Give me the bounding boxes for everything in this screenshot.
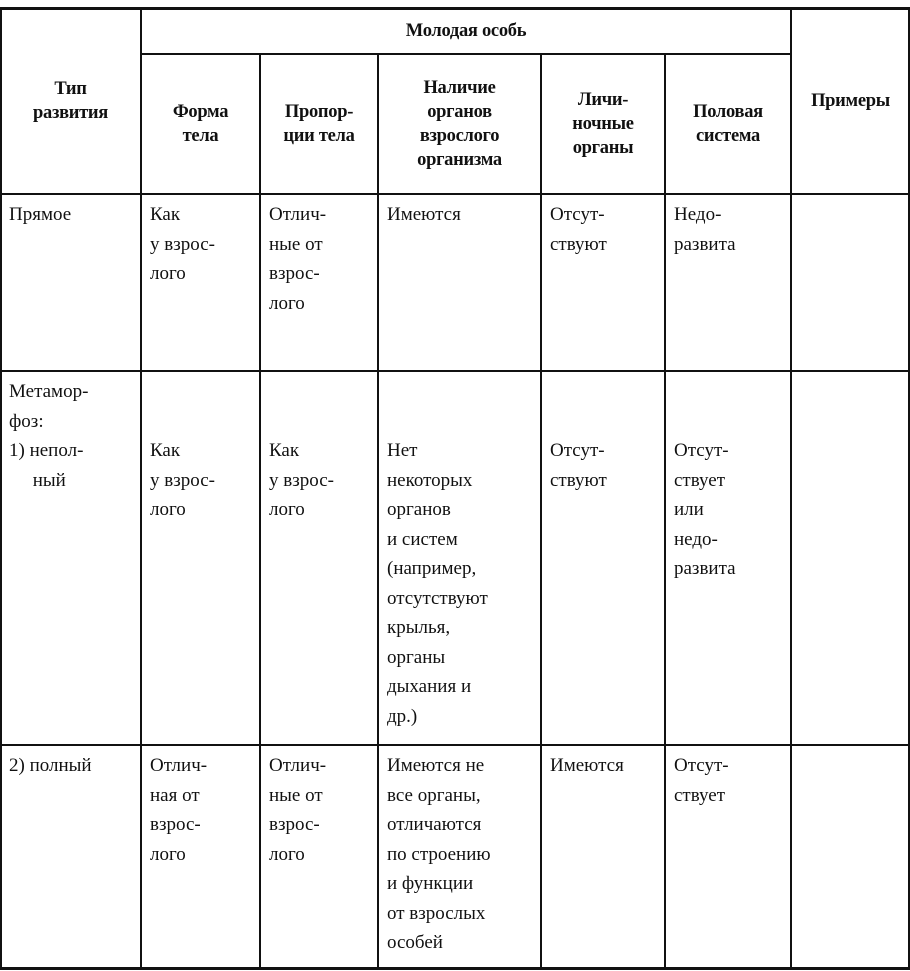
header-reproductive-system: Половая система [693,102,763,146]
row-1-body-proportions: Отлич- ные от взрос- лого [269,204,327,314]
row-1-reproductive-system: Недо- развита [674,204,736,255]
col-divider-4 [540,54,542,970]
header-young-individual: Молодая особь [405,21,527,41]
divider-header [0,193,910,195]
col-divider-3 [377,54,379,970]
row-2-adult-organs: Нет некоторых органов и систем (например, отсутствуют крылья, органы дыхания и др.) [387,440,488,727]
divider-row-2 [0,744,910,746]
header-larval-organs: Личи- ночные органы [572,90,634,158]
divider-subheader [141,53,791,55]
row-3-body-shape: Отлич- ная от взрос- лого [150,755,208,865]
border-bottom [0,967,910,970]
divider-row-1 [0,370,910,372]
row-1-body-shape: Как у взрос- лого [150,204,215,284]
row-2-reproductive-system: Отсут- ствует или недо- развита [674,440,736,579]
row-1-type: Прямое [9,204,72,225]
header-development-type: Тип развития [33,79,108,123]
col-divider-2 [259,54,261,970]
col-divider-5 [664,54,666,970]
header-adult-organs: Наличие органов взрослого организма [417,78,502,170]
row-3-larval-organs: Имеются [550,755,624,776]
row-2-type: Метамор- фоз: 1) непол- ный [9,381,89,491]
row-3-type: 2) полный [9,755,92,776]
row-2-larval-organs: Отсут- ствуют [550,440,607,491]
row-1-adult-organs: Имеются [387,204,461,225]
row-2-body-proportions: Как у взрос- лого [269,440,334,520]
border-left [0,7,2,970]
row-3-reproductive-system: Отсут- ствует [674,755,729,806]
row-3-body-proportions: Отлич- ные от взрос- лого [269,755,327,865]
border-top [0,7,910,10]
col-divider-6 [790,7,792,970]
header-examples: Примеры [811,91,890,111]
header-body-proportions: Пропор- ции тела [283,102,355,146]
header-body-shape: Форма тела [172,102,229,146]
row-2-body-shape: Как у взрос- лого [150,440,215,520]
row-3-adult-organs: Имеются не все органы, отличаются по строению и функции от взрослых особей [387,755,491,953]
col-divider-1 [140,7,142,970]
row-1-larval-organs: Отсут- ствуют [550,204,607,255]
